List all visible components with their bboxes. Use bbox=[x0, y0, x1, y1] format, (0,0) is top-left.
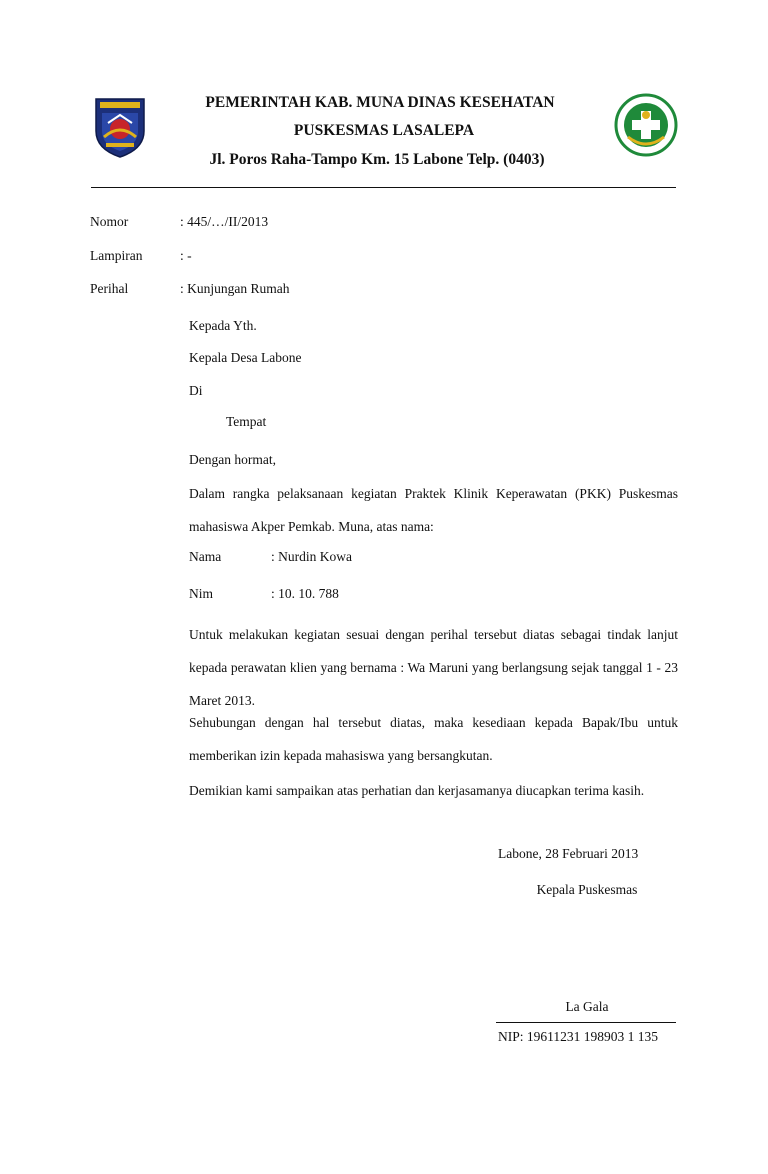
address-line-3: Di bbox=[189, 383, 203, 398]
paragraph-3: Sehubungan dengan hal tersebut diatas, maka kesediaan kepada Bapak/Ibu untuk memberikan izin kepada mahasiswa yang bersangkutan. bbox=[189, 715, 678, 763]
header-divider bbox=[91, 187, 676, 188]
greeting: Dengan hormat, bbox=[189, 452, 276, 467]
nomor-value: : 445/…/II/2013 bbox=[180, 214, 269, 229]
nama-value: : Nurdin Kowa bbox=[271, 549, 352, 564]
address-line-2: Kepala Desa Labone bbox=[189, 350, 302, 365]
header-line-2: PUSKESMAS LASALEPA bbox=[293, 122, 475, 139]
address-line-4: Tempat bbox=[226, 414, 267, 429]
signatory-name: La Gala bbox=[565, 999, 609, 1014]
nomor-label: Nomor bbox=[90, 214, 129, 229]
lampiran-value: : - bbox=[180, 248, 192, 263]
paragraph-1: Dalam rangka pelaksanaan kegiatan Praktek Klinik Keperawatan (PKK) Puskesmas mahasiswa Akper Pemkab. Muna, atas nama: bbox=[189, 486, 678, 534]
perihal-value: : Kunjungan Rumah bbox=[180, 281, 290, 296]
lampiran-label: Lampiran bbox=[90, 248, 143, 263]
signatory-nip: NIP: 19611231 198903 1 135 bbox=[498, 1029, 659, 1044]
paragraph-4: Demikian kami sampaikan atas perhatian dan kerjasamanya diucapkan terima kasih. bbox=[189, 783, 645, 798]
bakti-husada-logo-icon bbox=[614, 93, 678, 157]
signatory-title: Kepala Puskesmas bbox=[536, 882, 638, 897]
nama-label: Nama bbox=[189, 549, 222, 564]
nim-label: Nim bbox=[189, 586, 214, 601]
address-line-1: Kepada Yth. bbox=[189, 318, 257, 333]
signature-rule bbox=[496, 1022, 676, 1023]
place-date: Labone, 28 Februari 2013 bbox=[498, 846, 639, 861]
header-line-3: Jl. Poros Raha-Tampo Km. 15 Labone Telp. (0403) bbox=[209, 151, 545, 168]
nim-value: : 10. 10. 788 bbox=[271, 586, 339, 601]
paragraph-2: Untuk melakukan kegiatan sesuai dengan perihal tersebut diatas sebagai tindak lanjut kepada perawatan klien yang bernama : Wa Maruni yang berlangsung sejak tanggal 1 - 23 Maret 2013. bbox=[189, 627, 678, 708]
perihal-label: Perihal bbox=[90, 281, 129, 296]
header-line-1: PEMERINTAH KAB. MUNA DINAS KESEHATAN bbox=[205, 94, 555, 111]
